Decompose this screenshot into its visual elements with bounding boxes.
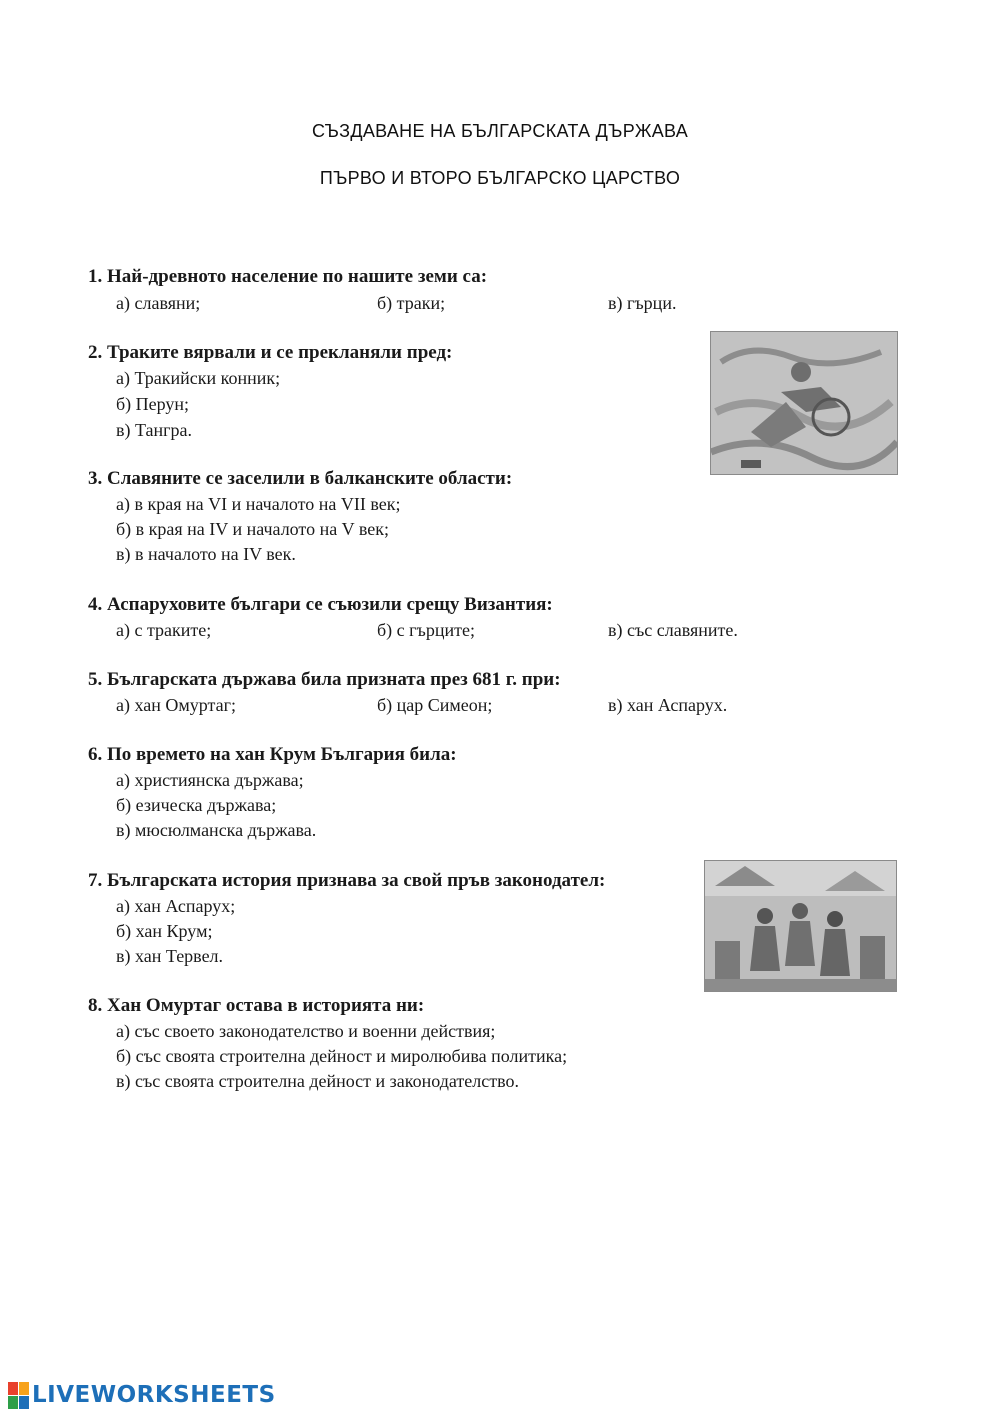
option-4a[interactable]: а) с траките; <box>116 620 212 640</box>
option-4c[interactable]: в) със славяните. <box>608 620 738 640</box>
question-1: 1. Най-древното население по нашите земи са: <box>88 266 488 287</box>
option-3c[interactable]: в) в началото на IV век. <box>116 544 296 564</box>
question-6: 6. По времето на хан Крум България била: <box>88 744 457 765</box>
question-4: 4. Аспаруховите българи се съюзили срещу Византия: <box>88 594 553 615</box>
option-5a[interactable]: а) хан Омуртаг; <box>116 695 236 715</box>
question-5: 5. Българската държава била призната през 681 г. при: <box>88 669 561 690</box>
question-2: 2. Траките вярвали и се прекланяли пред: <box>88 342 453 363</box>
question-3: 3. Славяните се заселили в балканските области: <box>88 468 513 489</box>
thracian-horseman-drawing <box>711 332 897 474</box>
logo-text: LIVEWORKSHEETS <box>32 1382 276 1408</box>
option-1b[interactable]: б) траки; <box>377 293 446 313</box>
option-7b[interactable]: б) хан Крум; <box>116 921 213 941</box>
option-6a[interactable]: а) християнска държава; <box>116 770 304 790</box>
option-2b[interactable]: б) Перун; <box>116 394 190 414</box>
liveworksheets-logo[interactable] <box>8 1378 276 1412</box>
option-8b[interactable]: б) със своята строителна дейност и миролюбива политика; <box>116 1046 568 1066</box>
option-1a[interactable]: а) славяни; <box>116 293 201 313</box>
option-6b[interactable]: б) езическа държава; <box>116 795 277 815</box>
option-2a[interactable]: а) Тракийски конник; <box>116 368 281 388</box>
option-2c[interactable]: в) Тангра. <box>116 420 193 440</box>
legislation-scene-image <box>704 860 897 992</box>
option-5c[interactable]: в) хан Аспарух. <box>608 695 728 715</box>
thracian-horseman-image <box>710 331 898 475</box>
logo-mark-icon <box>8 1382 29 1409</box>
title-line-2: ПЪРВО И ВТОРО БЪЛГАРСКО ЦАРСТВО <box>319 168 681 188</box>
option-1c[interactable]: в) гърци. <box>608 293 677 313</box>
legislation-scene-drawing <box>705 861 896 991</box>
option-5b[interactable]: б) цар Симеон; <box>377 695 493 715</box>
option-7c[interactable]: в) хан Тервел. <box>116 946 224 966</box>
title-line-1: СЪЗДАВАНЕ НА БЪЛГАРСКАТА ДЪРЖАВА <box>311 121 689 141</box>
option-6c[interactable]: в) мюсюлманска държава. <box>116 820 317 840</box>
option-7a[interactable]: а) хан Аспарух; <box>116 896 236 916</box>
option-4b[interactable]: б) с гърците; <box>377 620 475 640</box>
option-8a[interactable]: а) със своето законодателство и военни действия; <box>116 1021 496 1041</box>
option-8c[interactable]: в) със своята строителна дейност и законодателство. <box>116 1071 519 1091</box>
option-3b[interactable]: б) в края на IV и началото на V век; <box>116 519 389 539</box>
option-3a[interactable]: а) в края на VI и началото на VII век; <box>116 494 401 514</box>
question-7: 7. Българската история признава за свой пръв законодател: <box>88 870 606 891</box>
question-8: 8. Хан Омуртаг остава в историята ни: <box>88 995 425 1016</box>
